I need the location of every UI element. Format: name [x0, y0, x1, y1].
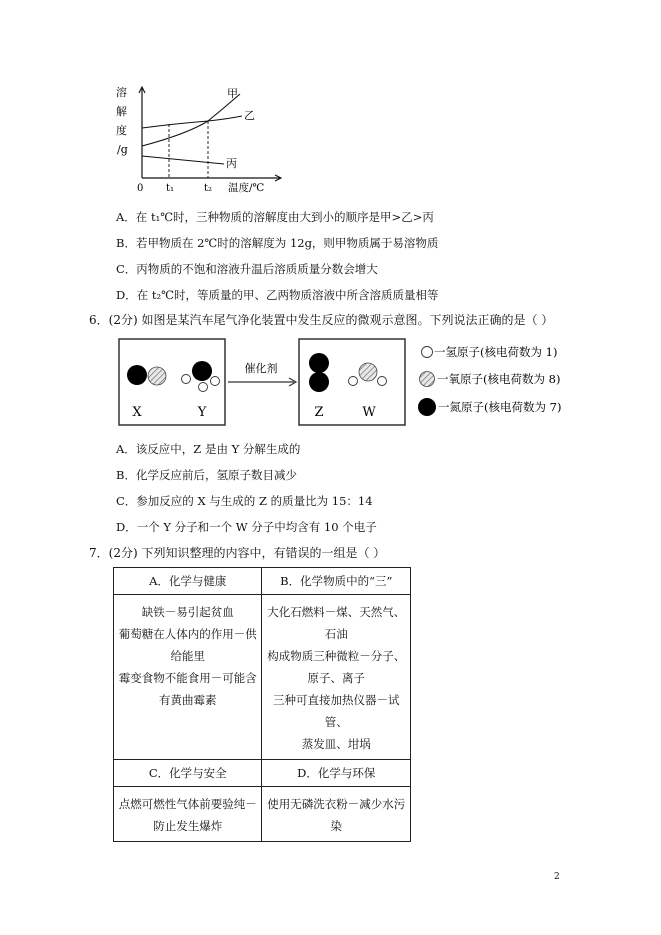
cell-b-line: 蒸发皿、坩埚 — [301, 737, 371, 751]
curve-label-bing: 丙 — [226, 157, 237, 170]
cell-c-head: C．化学与安全 — [148, 766, 227, 780]
y-label-char-4: /g — [117, 143, 128, 156]
x-oxygen-atom — [148, 367, 166, 385]
cell-b-head: B．化学物质中的“三” — [280, 574, 393, 588]
legend-nitrogen-icon — [418, 398, 436, 416]
curve-jia — [142, 94, 240, 146]
curve-bing — [142, 156, 224, 164]
z-nitrogen-atom-2 — [309, 372, 329, 392]
y-label-char-2: 解 — [116, 105, 127, 118]
label-z: Z — [314, 405, 324, 420]
tick-t1: t₁ — [166, 183, 175, 194]
cell-d-line: 染 — [330, 819, 342, 833]
legend-hydrogen-icon — [422, 347, 433, 358]
w-h-atom-1 — [349, 377, 358, 386]
q5-option-a: A．在 t₁℃时，三种物质的溶解度由大到小的顺序是甲>乙>丙 — [116, 210, 434, 224]
w-h-atom-2 — [378, 377, 387, 386]
q6-stem: 6．(2分) 如图是某汽车尾气净化装置中发生反应的微观示意图。下列说法正确的是（ ） — [89, 313, 554, 327]
cell-a-body — [114, 595, 261, 715]
y-h-atom-3 — [199, 383, 208, 392]
solubility-graph — [112, 84, 292, 196]
cell-b-line: 三种可直接加热仪器－试管、 — [272, 693, 400, 729]
cell-b-line: 石油 — [324, 627, 348, 641]
knowledge-table — [113, 567, 411, 842]
y-nitrogen-atom — [192, 361, 212, 381]
cell-c-line: 防止发生爆炸 — [153, 819, 223, 833]
cell-d-line: 使用无磷洗衣粉－减少水污 — [267, 797, 406, 811]
q5-option-d: D．在 t₂℃时，等质量的甲、乙两物质溶液中所含溶质质量相等 — [116, 288, 439, 302]
z-nitrogen-atom-1 — [309, 353, 329, 373]
legend-oxygen-icon — [420, 372, 435, 387]
cell-a-head: A．化学与健康 — [149, 574, 227, 588]
label-y: Y — [197, 405, 207, 420]
x-axis-label: 温度/℃ — [228, 182, 265, 194]
page-number: 2 — [554, 872, 560, 882]
q6-option-c: C．参加反应的 X 与生成的 Z 的质量比为 15：14 — [116, 494, 373, 508]
tick-t2: t₂ — [204, 183, 213, 194]
cell-d-head: D．化学与环保 — [297, 766, 376, 780]
w-oxygen-atom — [359, 363, 377, 381]
cell-b-line: 原子、离子 — [307, 671, 365, 685]
reaction-diagram — [116, 336, 596, 428]
q6-option-a: A．该反应中，Z 是由 Y 分解生成的 — [116, 442, 301, 456]
q7-stem: 7．(2分) 下列知识整理的内容中，有错误的一组是（ ） — [89, 546, 386, 560]
curve-yi — [142, 116, 242, 128]
tick-origin: 0 — [137, 183, 144, 194]
legend-nitrogen: 一氮原子(核电荷数为 7) — [438, 400, 562, 414]
cell-d-body — [262, 787, 410, 841]
y-h-atom-1 — [182, 375, 191, 384]
label-w: W — [362, 405, 376, 420]
y-label-char-3: 度 — [116, 124, 127, 137]
q6-option-d: D．一个 Y 分子和一个 W 分子中均含有 10 个电子 — [116, 520, 377, 534]
cell-a-line: 给能里 — [170, 649, 205, 663]
q5-option-b: B．若甲物质在 2℃时的溶解度为 12g，则甲物质属于易溶物质 — [116, 236, 439, 250]
y-h-atom-2 — [211, 377, 220, 386]
catalyst-label: 催化剂 — [244, 362, 278, 375]
cell-a-line: 霉变食物不能食用－可能含 — [118, 671, 257, 685]
curve-label-jia: 甲 — [227, 87, 238, 100]
cell-c-line: 点燃可燃性气体前要验纯－ — [118, 797, 257, 811]
legend-oxygen: 一氧原子(核电荷数为 8) — [437, 372, 561, 386]
cell-c-body — [114, 787, 261, 841]
cell-b-line: 构成物质三种微粒－分子、 — [267, 649, 406, 663]
label-x: X — [132, 405, 142, 420]
curve-label-yi: 乙 — [244, 109, 255, 122]
cell-a-line: 缺铁－易引起贫血 — [141, 605, 234, 619]
q6-option-b: B．化学反应前后，氢原子数目减少 — [116, 468, 297, 482]
cell-a-line: 葡萄糖在人体内的作用－供 — [118, 627, 257, 641]
legend-hydrogen: 一氢原子(核电荷数为 1) — [434, 345, 558, 359]
cell-b-body — [262, 595, 410, 759]
cell-a-line: 有黄曲霉素 — [158, 693, 217, 707]
x-nitrogen-atom — [127, 365, 147, 385]
q5-option-c: C．丙物质的不饱和溶液升温后溶质质量分数会增大 — [116, 262, 378, 276]
y-label-char-1: 溶 — [116, 86, 127, 99]
cell-b-line: 大化石燃料－煤、天然气、 — [267, 605, 406, 619]
